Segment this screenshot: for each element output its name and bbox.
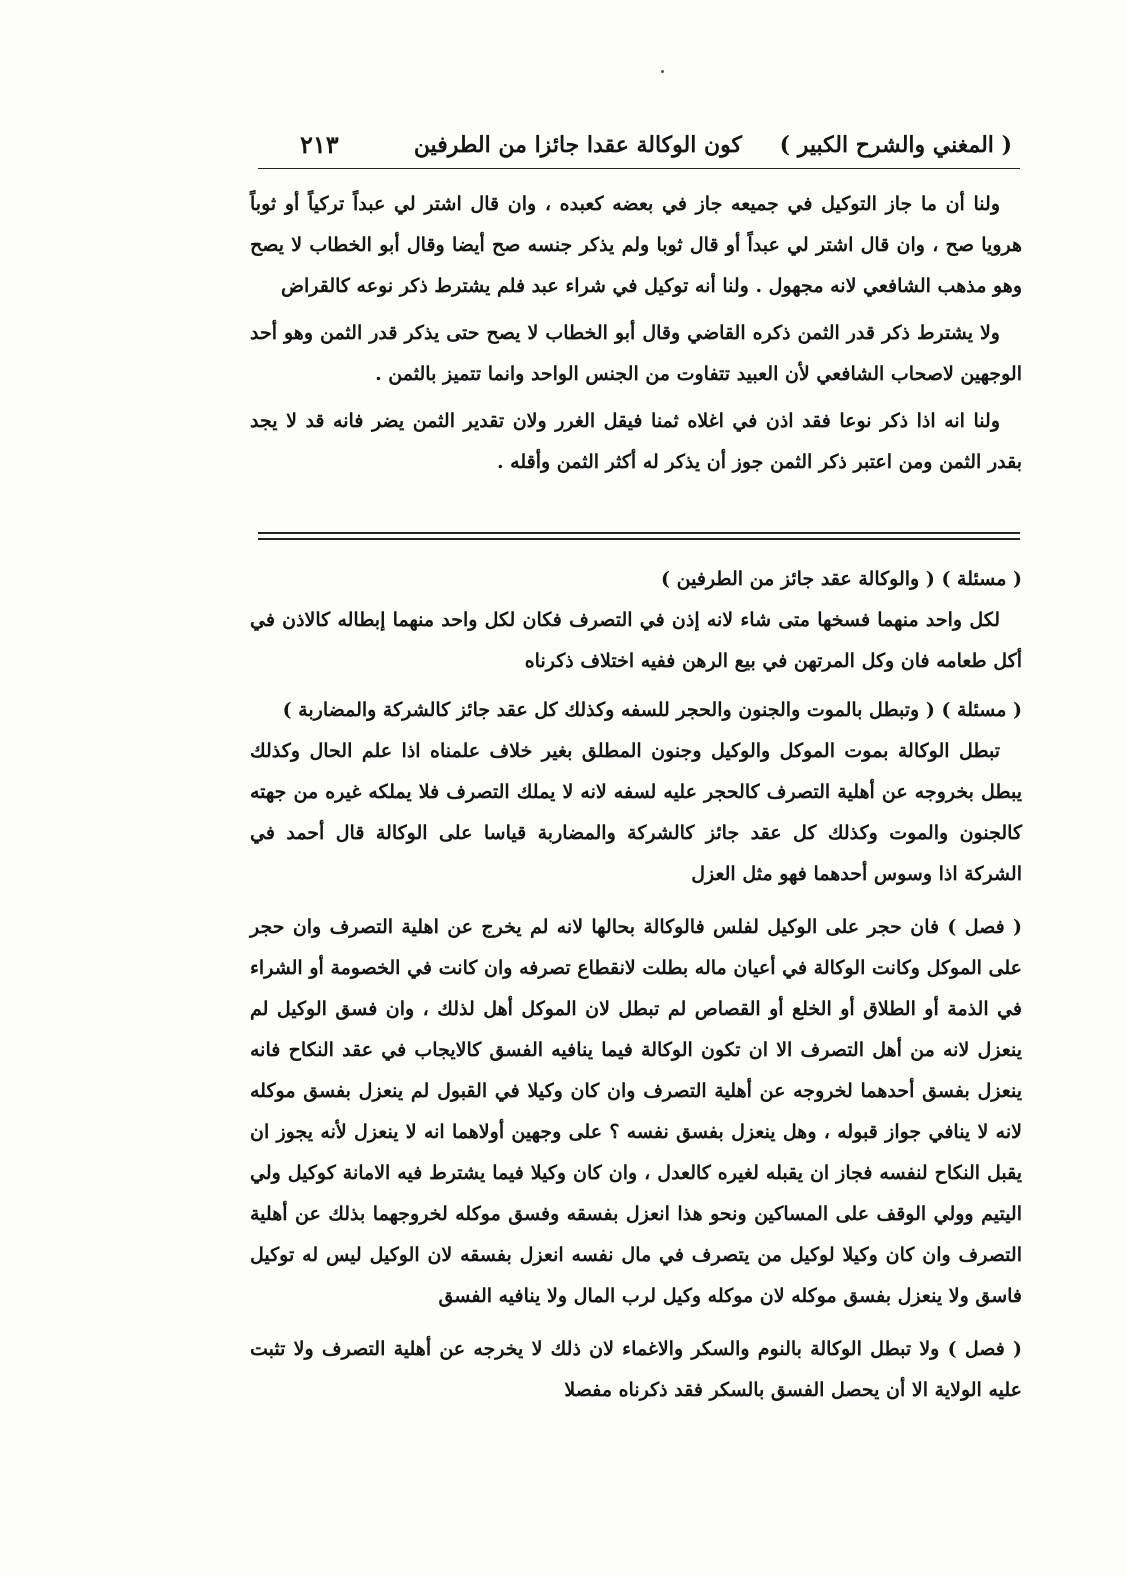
issue-heading: ( مسئلة ) ( والوكالة عقد جائز من الطرفين ) <box>661 568 1022 590</box>
section-divider-bottom <box>258 538 1020 540</box>
chapter-title: كون الوكالة عقدا جائزا من الطرفين <box>413 132 742 158</box>
commentary-paragraph: ولا يشترط ذكر قدر الثمن ذكره القاضي وقال أبو الخطاب لا يصح حتى يذكر قدر الثمن وهو أحد الوجهين لاصحاب الشافعي لأن العبيد تتفاوت من الجنس الواحد وانما تتميز بالثمن . <box>250 322 1022 385</box>
issue-heading: ( مسئلة ) ( وتبطل بالموت والجنون والحجر للسفه وكذلك كل عقد جائز كالشركة والمضاربة ) <box>282 699 1022 721</box>
page-speck <box>661 70 664 73</box>
book-title: ( المغني والشرح الكبير ) <box>779 132 1012 158</box>
matn-section <box>250 559 1022 1411</box>
running-header <box>258 128 1020 168</box>
commentary-paragraph: ولنا أن ما جاز التوكيل في جميعه جاز في بعضه كعبده ، وان قال اشتر لي عبداً تركياً أو ثوباً هرويا صح ، وان قال اشتر لي عبداً أو قال ثوبا ولم يذكر جنسه صح أيضا وقال أبو الخطاب لا يصح وهو مذهب الشافعي لانه مجهول . ولنا أنه توكيل في شراء عبد فلم يشترط ذكر نوعه كالقراض <box>250 193 1022 297</box>
fasl-paragraph: ( فصل ) ولا تبطل الوكالة بالنوم والسكر والاغماء لان ذلك لا يخرجه عن أهلية التصرف ولا تثبت عليه الولاية الا أن يحصل الفسق بالسكر فقد ذكرناه مفصلا <box>250 1338 1022 1401</box>
issue-body: تبطل الوكالة بموت الموكل والوكيل وجنون المطلق بغير خلاف علمناه اذا علم الحال وكذلك يبطل بخروجه عن أهلية التصرف كالحجر عليه لسفه لانه لا يملك التصرف فلا يملكه غيره من جهته كالجنون والموت وكذلك كل عقد جائز كالشركة والمضاربة قياسا على الوكالة قال أحمد في الشركة اذا وسوس أحدهما فهو مثل العزل <box>250 740 1022 885</box>
page-number: ٢١٣ <box>300 130 339 159</box>
fasl-paragraph: ( فصل ) فان حجر على الوكيل لفلس فالوكالة بحالها لانه لم يخرج عن اهلية التصرف وان حجر على الموكل وكانت الوكالة في أعيان ماله بطلت لانقطاع تصرفه وان كانت في الخصومة أو الشراء في الذمة أو الطلاق أو الخلع أو القصاص لم تبطل لان الموكل أهل لذلك ، وان فسق الوكيل لم ينعزل لانه من أهل التصرف الا ان تكون الوكالة فيما ينافيه الفسق كالايجاب في عقد النكاح فانه ينعزل بفسق أحدهما لخروجه عن أهلية التصرف وان كان وكيلا في القبول لم ينعزل بفسق موكله لانه لا ينافي جواز قبوله ، وهل ينعزل بفسق نفسه ؟ على وجهين أولاهما انه لا ينعزل لأنه يجوز ان يقبل النكاح لنفسه فجاز ان يقبله لغيره كالعدل ، وان كان وكيلا فيما يشترط فيه الامانة كوكيل ولي اليتيم وولي الوقف على المساكين ونحو هذا انعزل بفسقه وفسق موكله لخروجهما بذلك عن أهلية التصرف وان كان وكيلا لوكيل من يتصرف في مال نفسه انعزل بفسقه لان الوكيل ليس له توكيل فاسق ولا ينعزل بفسق موكله لان موكله وكيل لرب المال ولا ينافيه الفسق <box>250 916 1022 1307</box>
section-divider-top <box>258 532 1020 534</box>
issue-body: لكل واحد منهما فسخها متى شاء لانه إذن في التصرف فكان لكل واحد منهما إبطاله كالاذن في أكل طعامه فان وكل المرتهن في بيع الرهن ففيه اختلاف ذكرناه <box>250 609 1022 672</box>
commentary-section <box>250 184 1022 483</box>
commentary-paragraph: ولنا انه اذا ذكر نوعا فقد اذن في اغلاه ثمنا فيقل الغرر ولان تقدير الثمن يضر فانه قد لا يجد بقدر الثمن ومن اعتبر ذكر الثمن جوز أن يذكر له أكثر الثمن وأقله . <box>250 410 1022 473</box>
header-rule <box>258 168 1020 169</box>
